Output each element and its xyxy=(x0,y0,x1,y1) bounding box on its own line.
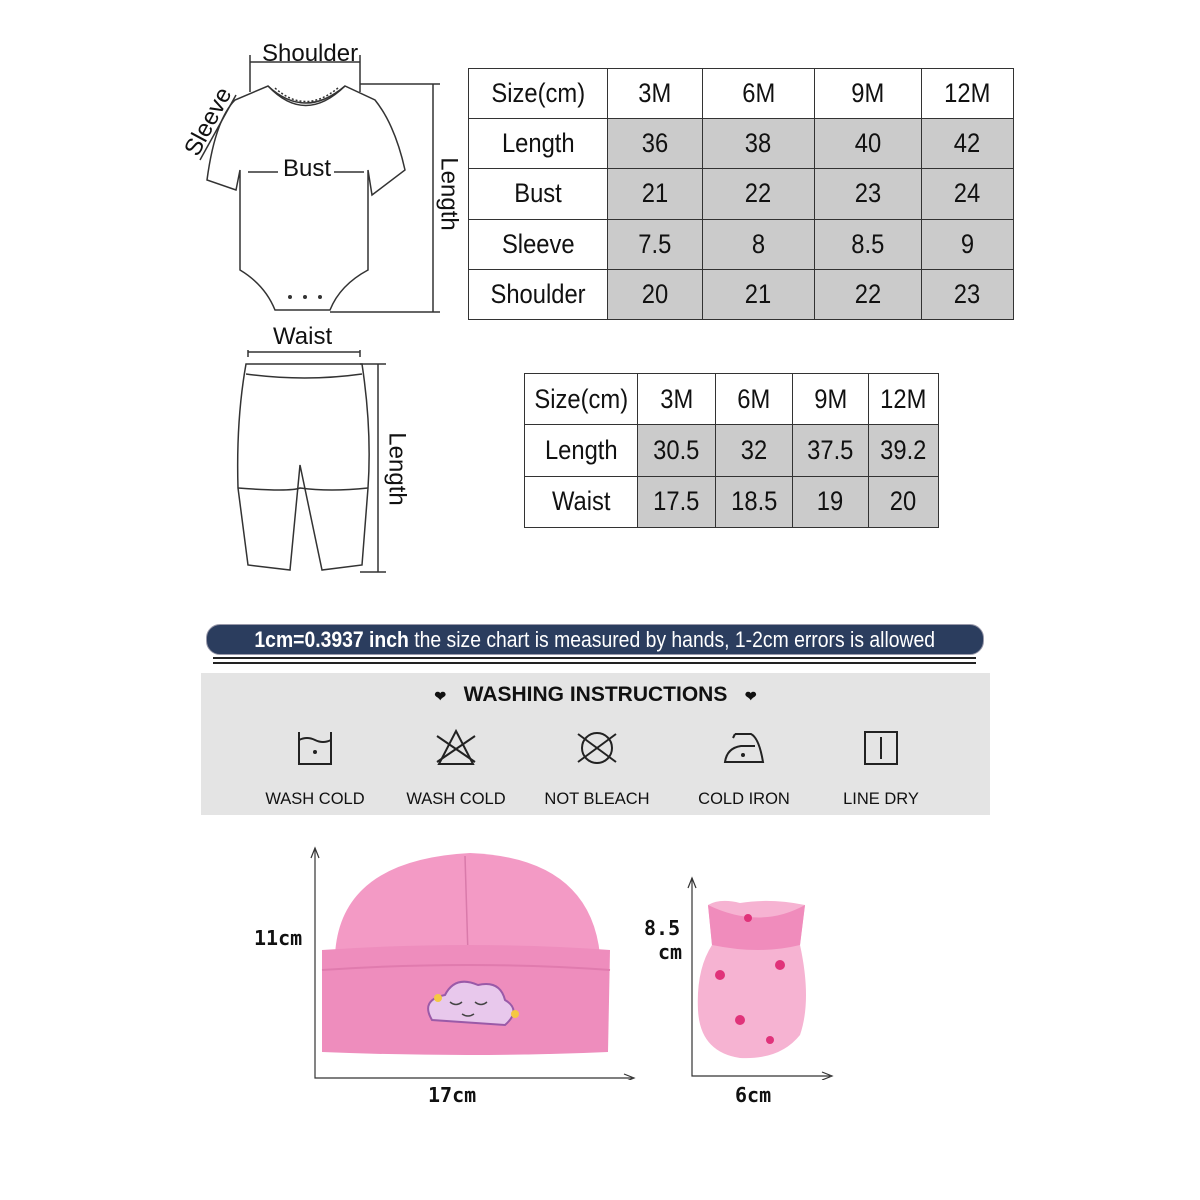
header-cell: 3M xyxy=(659,383,693,414)
mitten-width-label: 6cm xyxy=(735,1083,772,1107)
table-row xyxy=(525,476,939,527)
row-label: Sleeve xyxy=(501,228,575,259)
cell: 23 xyxy=(854,178,882,209)
pants-length-label: Length xyxy=(383,432,411,506)
cell: 36 xyxy=(641,128,669,159)
cell: 21 xyxy=(641,178,669,209)
header-cell: 9M xyxy=(851,78,885,109)
wash-item xyxy=(527,728,667,809)
shoulder-label: Shoulder xyxy=(262,40,359,67)
not-bleach-icon xyxy=(574,728,620,768)
banner-text: the size chart is measured by hands, 1-2cm errors is allowed xyxy=(409,627,936,652)
cell: 38 xyxy=(745,128,772,159)
header-cell: 12M xyxy=(944,78,991,109)
hat-image xyxy=(300,840,650,1080)
wash-label: WASH COLD xyxy=(265,790,365,808)
washing-title-text: WASHING INSTRUCTIONS xyxy=(463,683,728,706)
divider xyxy=(213,662,976,664)
wash-item xyxy=(811,728,951,809)
line-dry-icon xyxy=(861,728,901,768)
bodysuit-size-table xyxy=(468,68,1014,320)
hat-height-label: 11cm xyxy=(254,926,303,950)
divider xyxy=(213,657,976,659)
mitten-height-unit: cm xyxy=(658,940,683,964)
sleeve-label: Sleeve xyxy=(179,83,238,161)
row-label: Shoulder xyxy=(490,278,586,309)
cell: 22 xyxy=(854,278,882,309)
heart-icon: ❤ xyxy=(744,688,757,704)
cell: 30.5 xyxy=(653,434,700,465)
cell: 20 xyxy=(890,486,917,517)
header-cell: 3M xyxy=(638,78,672,109)
no-tumble-triangle-icon xyxy=(433,728,479,768)
cell: 7.5 xyxy=(638,228,672,259)
heart-icon: ❤ xyxy=(434,688,447,704)
cell: 8.5 xyxy=(851,228,885,259)
table-row xyxy=(469,269,1014,319)
row-label: Bust xyxy=(514,178,562,209)
length-label: Length xyxy=(435,157,463,231)
row-label: Waist xyxy=(551,486,611,517)
wash-item xyxy=(674,728,814,809)
table-header-row xyxy=(525,374,939,425)
wash-label: COLD IRON xyxy=(698,790,790,808)
row-label: Length xyxy=(501,128,575,159)
cell: 20 xyxy=(641,278,669,309)
wash-tub-icon xyxy=(295,728,335,768)
cell: 37.5 xyxy=(807,434,854,465)
wash-label: WASH COLD xyxy=(406,790,506,808)
header-cell: 9M xyxy=(813,383,847,414)
bust-label: Bust xyxy=(283,155,332,182)
cell: 40 xyxy=(854,128,882,159)
mitten-height-value: 8.5 xyxy=(644,916,681,940)
cell: 24 xyxy=(954,178,981,209)
cell: 39.2 xyxy=(880,434,927,465)
table-row xyxy=(525,425,939,476)
cell: 8 xyxy=(751,228,766,259)
table-row xyxy=(469,119,1014,169)
conversion-banner xyxy=(206,624,984,655)
table-header-row xyxy=(469,69,1014,119)
pants-diagram xyxy=(230,340,400,580)
cell: 32 xyxy=(740,434,768,465)
banner-bold-text: 1cm=0.3937 inch xyxy=(254,627,410,652)
wash-label: LINE DRY xyxy=(843,790,919,808)
wash-label: NOT BLEACH xyxy=(544,790,650,808)
washing-title xyxy=(201,683,990,707)
cell: 22 xyxy=(745,178,772,209)
mitten-image xyxy=(680,870,840,1080)
cell: 18.5 xyxy=(730,486,778,517)
cell: 9 xyxy=(960,228,975,259)
wash-item xyxy=(386,728,526,809)
cell: 17.5 xyxy=(653,486,700,517)
header-cell: Size(cm) xyxy=(491,78,585,109)
cell: 19 xyxy=(817,486,844,517)
iron-icon xyxy=(721,728,767,768)
cell: 23 xyxy=(954,278,981,309)
header-cell: Size(cm) xyxy=(534,383,628,414)
table-row xyxy=(469,219,1014,269)
header-cell: 6M xyxy=(737,383,771,414)
cell: 42 xyxy=(954,128,981,159)
row-label: Length xyxy=(544,434,618,465)
header-cell: 6M xyxy=(741,78,775,109)
washing-instructions-panel xyxy=(201,673,990,815)
waist-label: Waist xyxy=(273,323,333,350)
header-cell: 12M xyxy=(880,383,927,414)
mitten-height-label xyxy=(644,916,682,964)
pants-size-table xyxy=(524,373,939,528)
cell: 21 xyxy=(745,278,772,309)
table-row xyxy=(469,169,1014,219)
wash-item xyxy=(245,728,385,809)
hat-width-label: 17cm xyxy=(428,1083,477,1107)
